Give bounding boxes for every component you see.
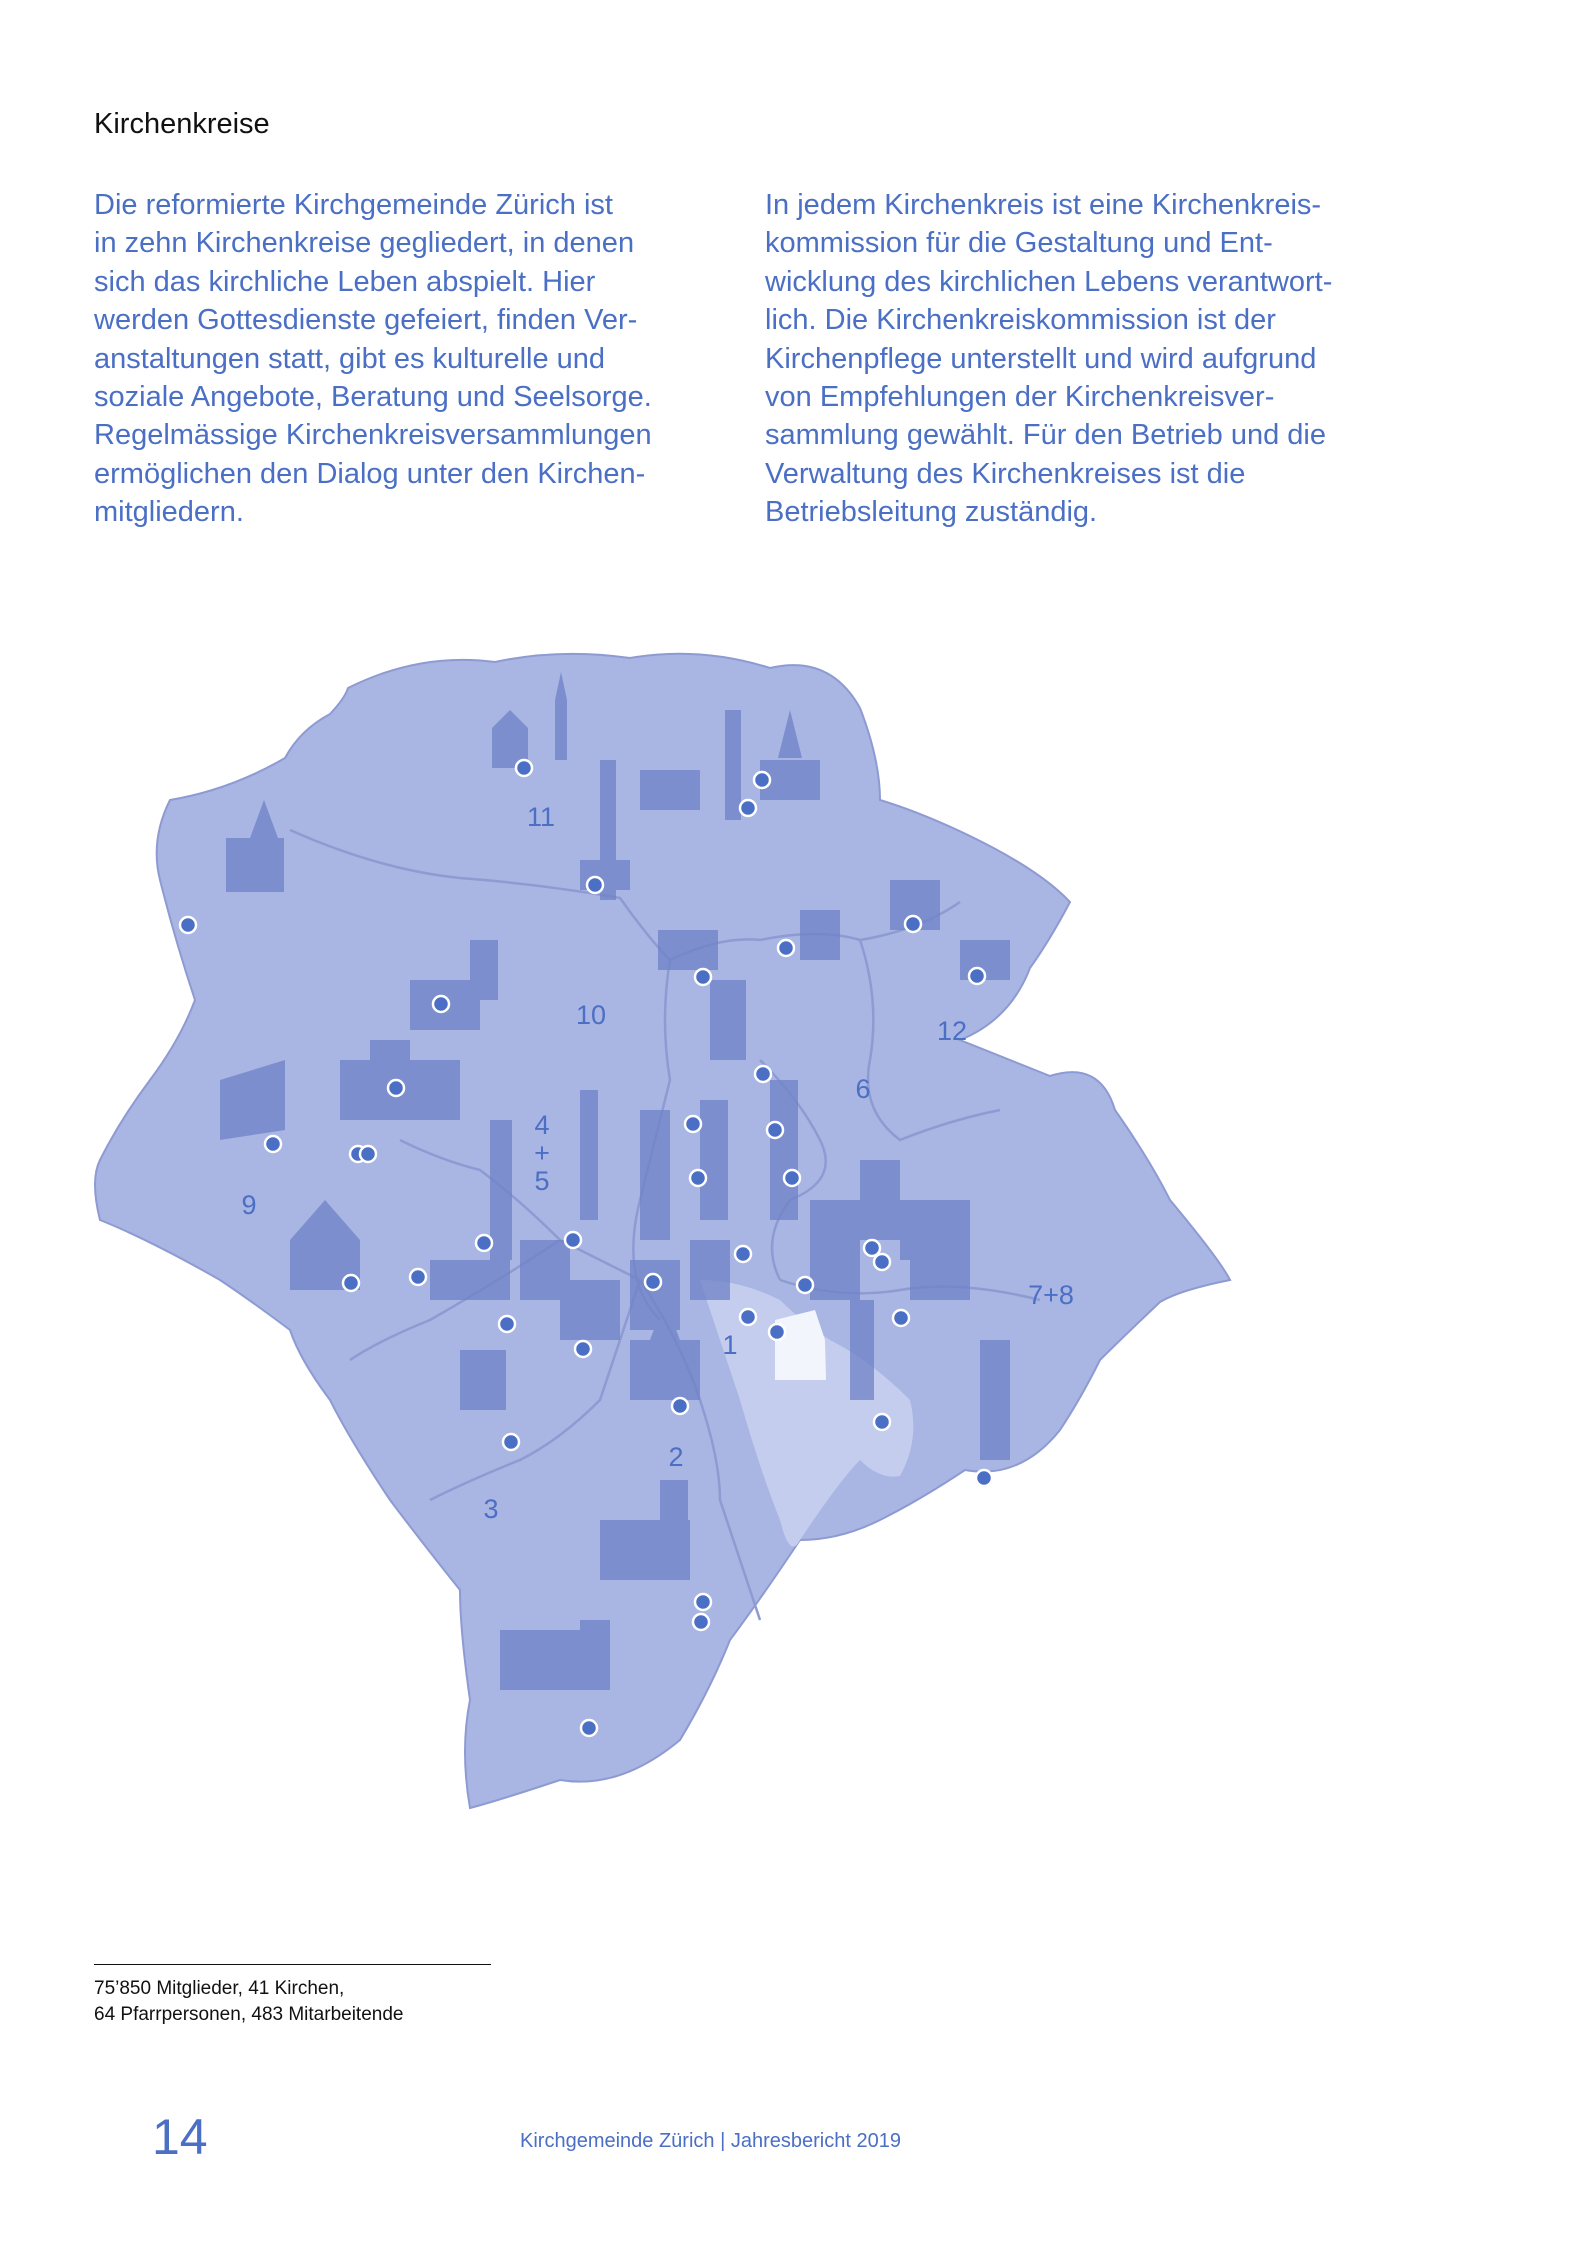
church-marker[interactable] bbox=[735, 1246, 751, 1262]
district-label-2: 2 bbox=[668, 1442, 684, 1472]
church-marker[interactable] bbox=[769, 1324, 785, 1340]
district-label-9: 9 bbox=[241, 1190, 257, 1220]
stats-line: 64 Pfarrpersonen, 483 Mitarbeitende bbox=[94, 2004, 404, 2025]
church-marker[interactable] bbox=[969, 968, 985, 984]
text-line: von Empfehlungen der Kirchenkreisver- bbox=[765, 381, 1275, 414]
district-map-svg bbox=[0, 640, 1575, 1890]
district-label-4: 4 bbox=[534, 1110, 550, 1140]
church-marker[interactable] bbox=[874, 1254, 890, 1270]
church-marker[interactable] bbox=[767, 1122, 783, 1138]
intro-text-left bbox=[94, 186, 734, 532]
stats-block bbox=[94, 1976, 403, 2028]
church-marker[interactable] bbox=[755, 1066, 771, 1082]
church-marker[interactable] bbox=[695, 969, 711, 985]
church-marker[interactable] bbox=[672, 1398, 688, 1414]
text-line: Betriebsleitung zuständig. bbox=[765, 496, 1098, 529]
district-label-5: 5 bbox=[534, 1166, 550, 1196]
district-label-3: 3 bbox=[483, 1494, 499, 1524]
church-marker[interactable] bbox=[693, 1614, 709, 1630]
church-marker[interactable] bbox=[587, 877, 603, 893]
text-line: Verwaltung des Kirchenkreises ist die bbox=[765, 457, 1246, 490]
church-marker[interactable] bbox=[740, 1309, 756, 1325]
district-label-plus: + bbox=[534, 1138, 550, 1168]
page-number: 14 bbox=[152, 2109, 208, 2165]
text-line: wicklung des kirchlichen Lebens verantwort- bbox=[765, 265, 1333, 298]
church-marker[interactable] bbox=[645, 1274, 661, 1290]
district-label-6: 6 bbox=[855, 1074, 871, 1104]
district-label-11: 11 bbox=[526, 802, 556, 832]
church-marker[interactable] bbox=[265, 1136, 281, 1152]
text-line: Kirchenpflege unterstellt und wird aufgrund bbox=[765, 342, 1317, 375]
church-marker[interactable] bbox=[905, 916, 921, 932]
text-line: kommission für die Gestaltung und Ent- bbox=[765, 227, 1273, 260]
church-marker[interactable] bbox=[180, 917, 196, 933]
church-marker[interactable] bbox=[740, 800, 756, 816]
text-line: ermöglichen den Dialog unter den Kirchen- bbox=[94, 457, 646, 490]
district-label-12: 12 bbox=[936, 1016, 968, 1046]
text-line: lich. Die Kirchenkreiskommission ist der bbox=[765, 304, 1276, 337]
church-marker[interactable] bbox=[976, 1470, 992, 1486]
church-marker[interactable] bbox=[516, 760, 532, 776]
church-marker[interactable] bbox=[503, 1434, 519, 1450]
stats-line: 75’850 Mitglieder, 41 Kirchen, bbox=[94, 1978, 345, 1999]
church-marker[interactable] bbox=[695, 1594, 711, 1610]
intro-text-right bbox=[765, 186, 1405, 532]
text-line: mitgliedern. bbox=[94, 496, 244, 529]
text-line: anstaltungen statt, gibt es kulturelle und bbox=[94, 342, 606, 375]
text-line: In jedem Kirchenkreis ist eine Kirchenkreis- bbox=[765, 189, 1322, 221]
church-marker[interactable] bbox=[754, 772, 770, 788]
district-label-10: 10 bbox=[575, 1000, 607, 1030]
church-marker[interactable] bbox=[410, 1269, 426, 1285]
church-marker[interactable] bbox=[499, 1316, 515, 1332]
church-marker[interactable] bbox=[343, 1275, 359, 1291]
church-marker[interactable] bbox=[360, 1146, 376, 1162]
church-marker[interactable] bbox=[685, 1116, 701, 1132]
text-line: sich das kirchliche Leben abspielt. Hier bbox=[94, 265, 596, 298]
church-marker[interactable] bbox=[874, 1414, 890, 1430]
church-marker[interactable] bbox=[388, 1080, 404, 1096]
church-marker[interactable] bbox=[893, 1310, 909, 1326]
church-marker[interactable] bbox=[575, 1341, 591, 1357]
section-heading: Kirchenkreise bbox=[94, 108, 270, 140]
church-marker[interactable] bbox=[476, 1235, 492, 1251]
church-marker[interactable] bbox=[690, 1170, 706, 1186]
text-line: Regelmässige Kirchenkreisversammlungen bbox=[94, 419, 652, 452]
text-line: sammlung gewählt. Für den Betrieb und die bbox=[765, 419, 1326, 452]
text-line: soziale Angebote, Beratung und Seelsorge. bbox=[94, 381, 652, 414]
text-line: Die reformierte Kirchgemeinde Zürich ist bbox=[94, 189, 613, 221]
district-label-7-8: 7+8 bbox=[1028, 1280, 1074, 1310]
church-marker[interactable] bbox=[581, 1720, 597, 1736]
church-marker[interactable] bbox=[778, 940, 794, 956]
stats-divider bbox=[94, 1964, 491, 1965]
district-label-1: 1 bbox=[722, 1330, 738, 1360]
footer-title: Kirchgemeinde Zürich | Jahresbericht 2019 bbox=[520, 2130, 901, 2152]
church-marker[interactable] bbox=[784, 1170, 800, 1186]
text-line: in zehn Kirchenkreise gegliedert, in denen bbox=[94, 227, 635, 260]
church-marker[interactable] bbox=[433, 996, 449, 1012]
church-marker[interactable] bbox=[864, 1240, 880, 1256]
text-line: werden Gottesdienste gefeiert, finden Ver- bbox=[94, 304, 638, 337]
highlight-building bbox=[775, 1310, 826, 1380]
church-marker[interactable] bbox=[797, 1277, 813, 1293]
church-marker[interactable] bbox=[565, 1232, 581, 1248]
church-district-map bbox=[0, 640, 1575, 1890]
